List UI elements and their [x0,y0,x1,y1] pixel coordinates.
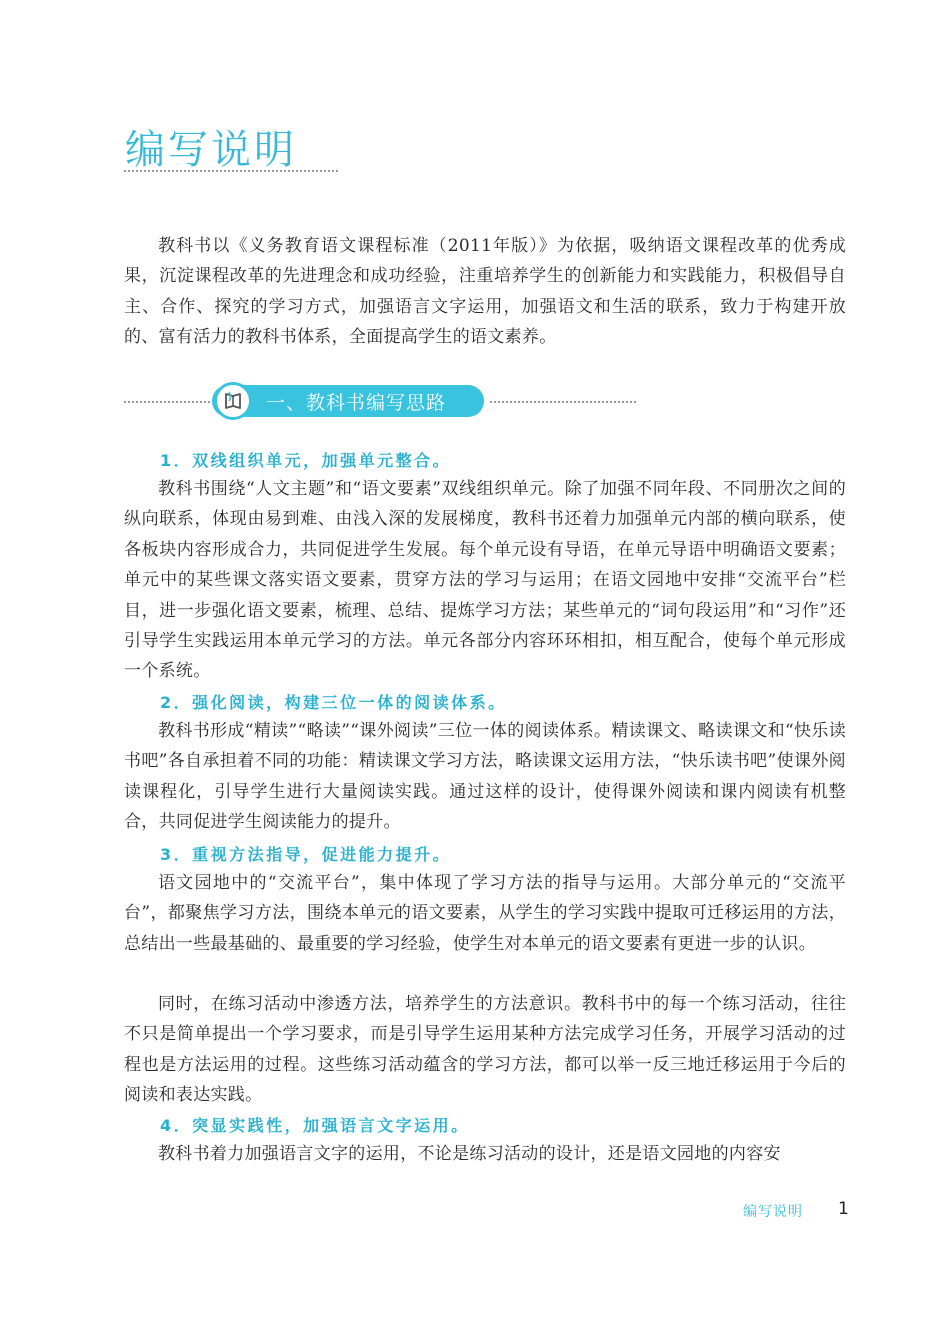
item-paragraph: 语文园地中的“交流平台”，集中体现了学习方法的指导与运用。大部分单元的“交流平台”，都聚焦学习方法，围绕本单元的语文要素，从学生的学习实践中提取可迁移运用的方法，总结出一些最基础的、最重要的学习经验，使学生对本单元的语文要素有更进一步的认识。 [124,873,846,954]
item-heading: 4．突显实践性，加强语言文字运用。 [160,1116,470,1135]
item-paragraph: 同时，在练习活动中渗透方法，培养学生的方法意识。教科书中的每一个练习活动，往往不只是简单提出一个学习要求，而是引导学生运用某种方法完成学习任务，开展学习活动的过程也是方法运用的过程。这些练习活动蕴含的学习方法，都可以举一反三地迁移运用于今后的阅读和表达实践。 [124,994,846,1106]
section-title: 一、教科书编写思路 [266,391,447,414]
title-divider [124,170,338,172]
section-banner [212,385,484,417]
item-paragraph: 教科书围绕“人文主题”和“语文要素”双线组织单元。除了加强不同年段、不同册次之间的纵向联系，体现由易到难、由浅入深的发展梯度，教科书还着力加强单元内部的横向联系，使各板块内容形成合力，共同促进学生发展。每个单元设有导语，在单元导语中明确语文要素；单元中的某些课文落实语文要素，贯穿方法的学习与运用；在语文园地中安排“交流平台”栏目，进一步强化语文要素，梳理、总结、提炼学习方法；某些单元的“词句段运用”和“习作”还引导学生实践运用本单元学习的方法。单元各部分内容环环相扣，相互配合，使每个单元形成一个系统。 [124,479,846,682]
item-heading: 2．强化阅读，构建三位一体的阅读体系。 [160,693,507,712]
page-number: 1 [838,1199,849,1219]
book-icon [214,382,252,420]
item-heading: 3．重视方法指导，促进能力提升。 [160,845,452,864]
section-divider-left [124,401,210,403]
item-paragraph: 教科书形成“精读”“略读”“课外阅读”三位一体的阅读体系。精读课文、略读课文和“快乐读书吧”各自承担着不同的功能：精读课文学习方法，略读课文运用方法，“快乐读书吧”使课外阅读课程化，引导学生进行大量阅读实践。通过这样的设计，使得课外阅读和课内阅读有机整合，共同促进学生阅读能力的提升。 [124,721,846,833]
item-heading: 1．双线组织单元，加强单元整合。 [160,451,452,470]
section-divider-right [490,401,636,403]
page-title: 编写说明 [125,127,297,173]
item-paragraph: 教科书着力加强语言文字的运用，不论是练习活动的设计，还是语文园地的内容安 [158,1144,781,1164]
footer-label: 编写说明 [743,1204,803,1220]
intro-paragraph: 教科书以《义务教育语文课程标准（2011年版）》为依据，吸纳语文课程改革的优秀成果，沉淀课程改革的先进理念和成功经验，注重培养学生的创新能力和实践能力，积极倡导自主、合作、探究的学习方式，加强语言文字运用，加强语文和生活的联系，致力于构建开放的、富有活力的教科书体系，全面提高学生的语文素养。 [124,236,846,348]
